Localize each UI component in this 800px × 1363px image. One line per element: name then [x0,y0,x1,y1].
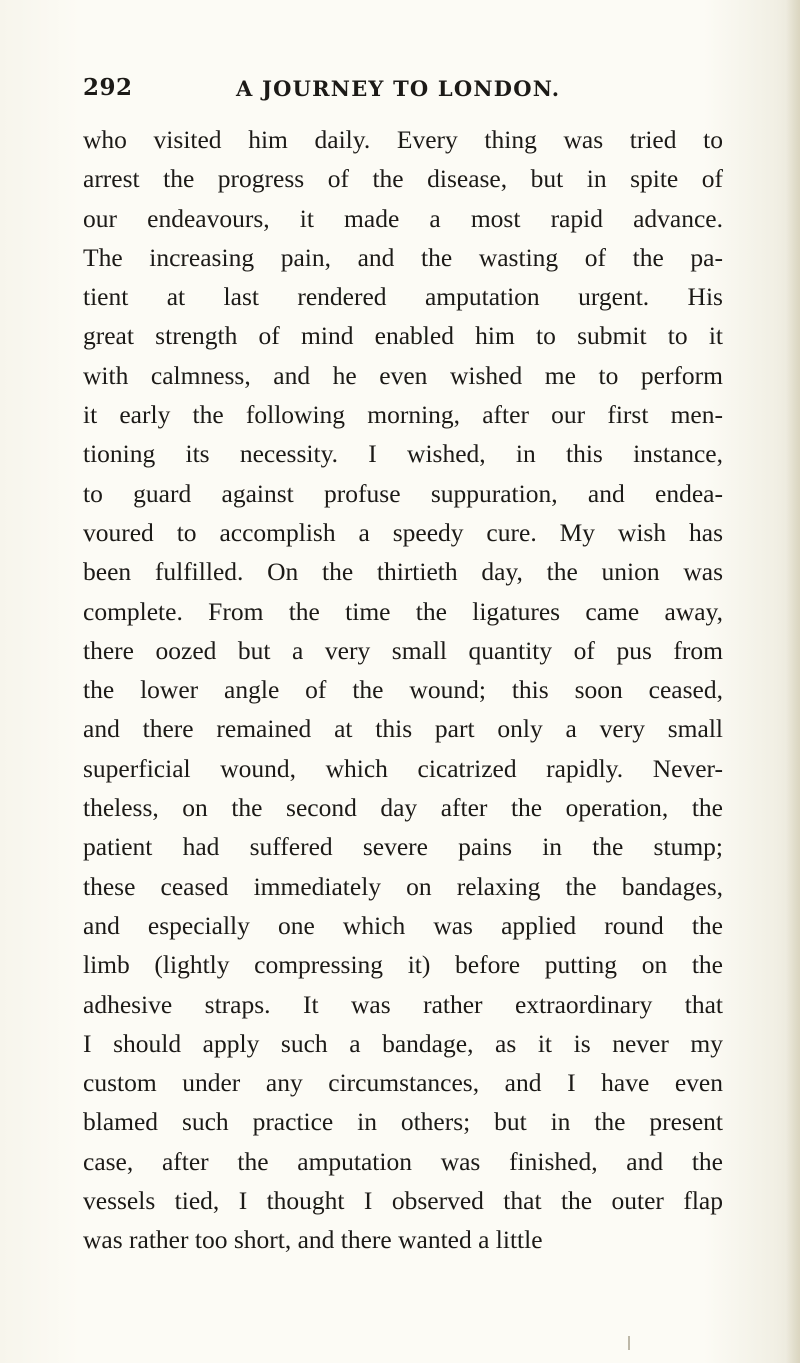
text-line: tioning its necessity. I wished, in this instance, [83,439,723,469]
text-line: complete. From the time the ligatures came away, [83,596,723,626]
text-line: limb (lightly compressing it) before putting on the [83,950,723,980]
text-line: The increasing pain, and the wasting of the pa- [83,242,723,272]
page-header [83,70,723,110]
text-line: arrest the progress of the disease, but in spite of [83,164,723,194]
page-number: 292 [83,74,133,101]
text-line: was rather too short, and there wanted a little [83,1225,543,1255]
text-line: superficial wound, which cicatrized rapidly. Never- [83,753,723,783]
text-line: patient had suffered severe pains in the stump; [83,832,723,862]
text-line: with calmness, and he even wished me to perform [83,360,723,390]
text-line: voured to accomplish a speedy cure. My wish has [83,517,723,547]
text-line: great strength of mind enabled him to submit to it [83,321,723,351]
text-line: to guard against profuse suppuration, and endea- [83,478,723,508]
body-text [83,120,723,1260]
text-line: who visited him daily. Every thing was tried to [83,125,723,154]
text-line: blamed such practice in others; but in the present [83,1107,723,1137]
page-edge-shadow [786,0,800,1363]
print-speck [628,1336,630,1350]
text-line: custom under any circumstances, and I have even [83,1068,723,1098]
text-line: vessels tied, I thought I observed that the outer flap [83,1186,723,1216]
text-line: it early the following morning, after our first men- [83,400,723,430]
text-line: there oozed but a very small quantity of pus from [83,635,723,665]
text-line: these ceased immediately on relaxing the bandages, [83,871,723,901]
text-line: our endeavours, it made a most rapid advance. [83,203,723,233]
text-line: adhesive straps. It was rather extraordinary that [83,989,723,1019]
text-line: the lower angle of the wound; this soon ceased, [83,675,723,705]
text-line: and there remained at this part only a very small [83,714,723,744]
text-line: case, after the amputation was finished, and the [83,1146,723,1176]
text-line: I should apply such a bandage, as it is never my [83,1028,723,1058]
text-line: been fulfilled. On the thirtieth day, the union was [83,557,723,587]
running-head: A JOURNEY TO LONDON. [236,76,561,101]
text-line: theless, on the second day after the operation, the [83,793,723,823]
text-line: tient at last rendered amputation urgent. His [83,282,723,312]
text-line: and especially one which was applied round the [83,910,723,940]
